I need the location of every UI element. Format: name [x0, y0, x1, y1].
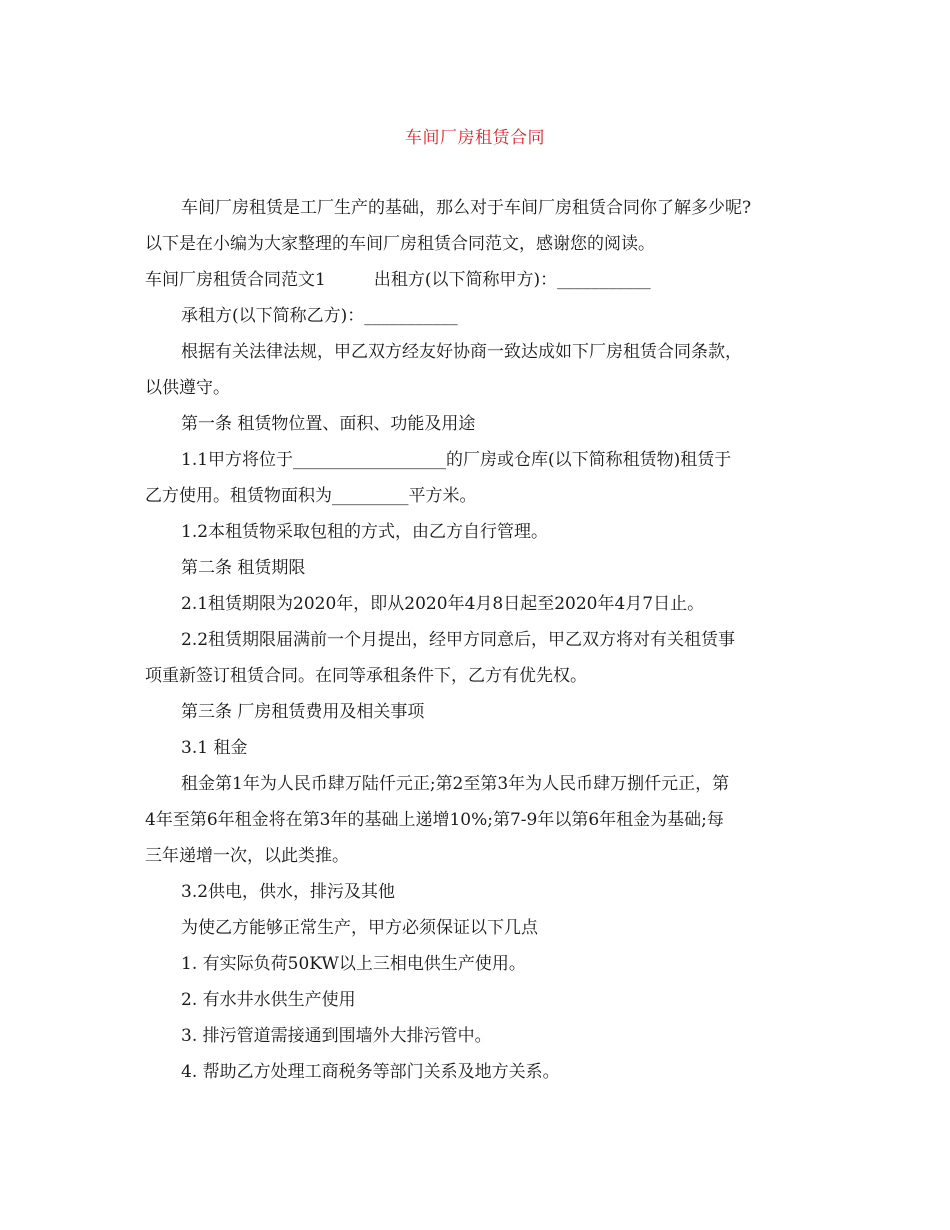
guarantee-line: 为使乙方能够正常生产，甲方必须保证以下几点	[181, 918, 538, 938]
clause-3-2: 3.2供电，供水，排污及其他	[181, 882, 396, 902]
paragraph-sample-heading	[145, 262, 815, 298]
clause-1-2: 1.2本租赁物采取包租的方式，由乙方自行管理。	[181, 522, 549, 542]
paragraph-basis-2: 以供遵守。	[145, 378, 230, 398]
article-2-title: 第二条 租赁期限	[181, 558, 306, 578]
clause-2-1: 2.1租赁期限为2020年，即从2020年4月8日起至2020年4月7日止。	[181, 594, 705, 614]
lessee-line: 承租方(以下简称乙方)：___________	[181, 306, 458, 326]
article-1-title: 第一条 租赁物位置、面积、功能及用途	[181, 414, 476, 434]
paragraph-intro-1: 车间厂房租赁是工厂生产的基础，那么对于车间厂房租赁合同你了解多少呢?	[181, 198, 752, 218]
sample-label: 车间厂房租赁合同范文1	[145, 270, 326, 290]
document-body	[145, 190, 815, 1090]
list-item: 3. 排污管道需接通到围墙外大排污管中。	[181, 1026, 492, 1046]
lessor-line: 出租方(以下简称甲方)：___________	[373, 270, 651, 290]
paragraph-intro-2: 以下是在小编为大家整理的车间厂房租赁合同范文，感谢您的阅读。	[145, 234, 655, 254]
rent-line-1: 租金第1年为人民币肆万陆仟元正;第2至第3年为人民币肆万捌仟元正，第	[181, 774, 730, 794]
clause-1-1-line-1: 1.1甲方将位于__________________的厂房或仓库(以下简称租赁物)租赁于	[181, 450, 732, 470]
page-title: 车间厂房租赁合同	[405, 128, 545, 148]
rent-line-2: 4年至第6年租金将在第3年的基础上递增10%;第7-9年以第6年租金为基础;每	[145, 810, 724, 830]
article-3-title: 第三条 厂房租赁费用及相关事项	[181, 702, 425, 722]
clause-3-1: 3.1 租金	[181, 738, 248, 758]
list-item: 2. 有水井水供生产使用	[181, 990, 356, 1010]
rent-line-3: 三年递增一次，以此类推。	[145, 846, 349, 866]
clause-1-1-line-2: 乙方使用。租赁物面积为_________平方米。	[145, 486, 477, 506]
paragraph-basis-1: 根据有关法律法规，甲乙双方经友好协商一致达成如下厂房租赁合同条款，	[181, 342, 742, 362]
list-item: 4. 帮助乙方处理工商税务等部门关系及地方关系。	[181, 1062, 560, 1082]
list-item: 1. 有实际负荷50KW以上三相电供生产使用。	[181, 954, 526, 974]
clause-2-2-line-2: 项重新签订租赁合同。在同等承租条件下，乙方有优先权。	[145, 666, 587, 686]
clause-2-2-line-1: 2.2租赁期限届满前一个月提出，经甲方同意后，甲乙双方将对有关租赁事	[181, 630, 736, 650]
